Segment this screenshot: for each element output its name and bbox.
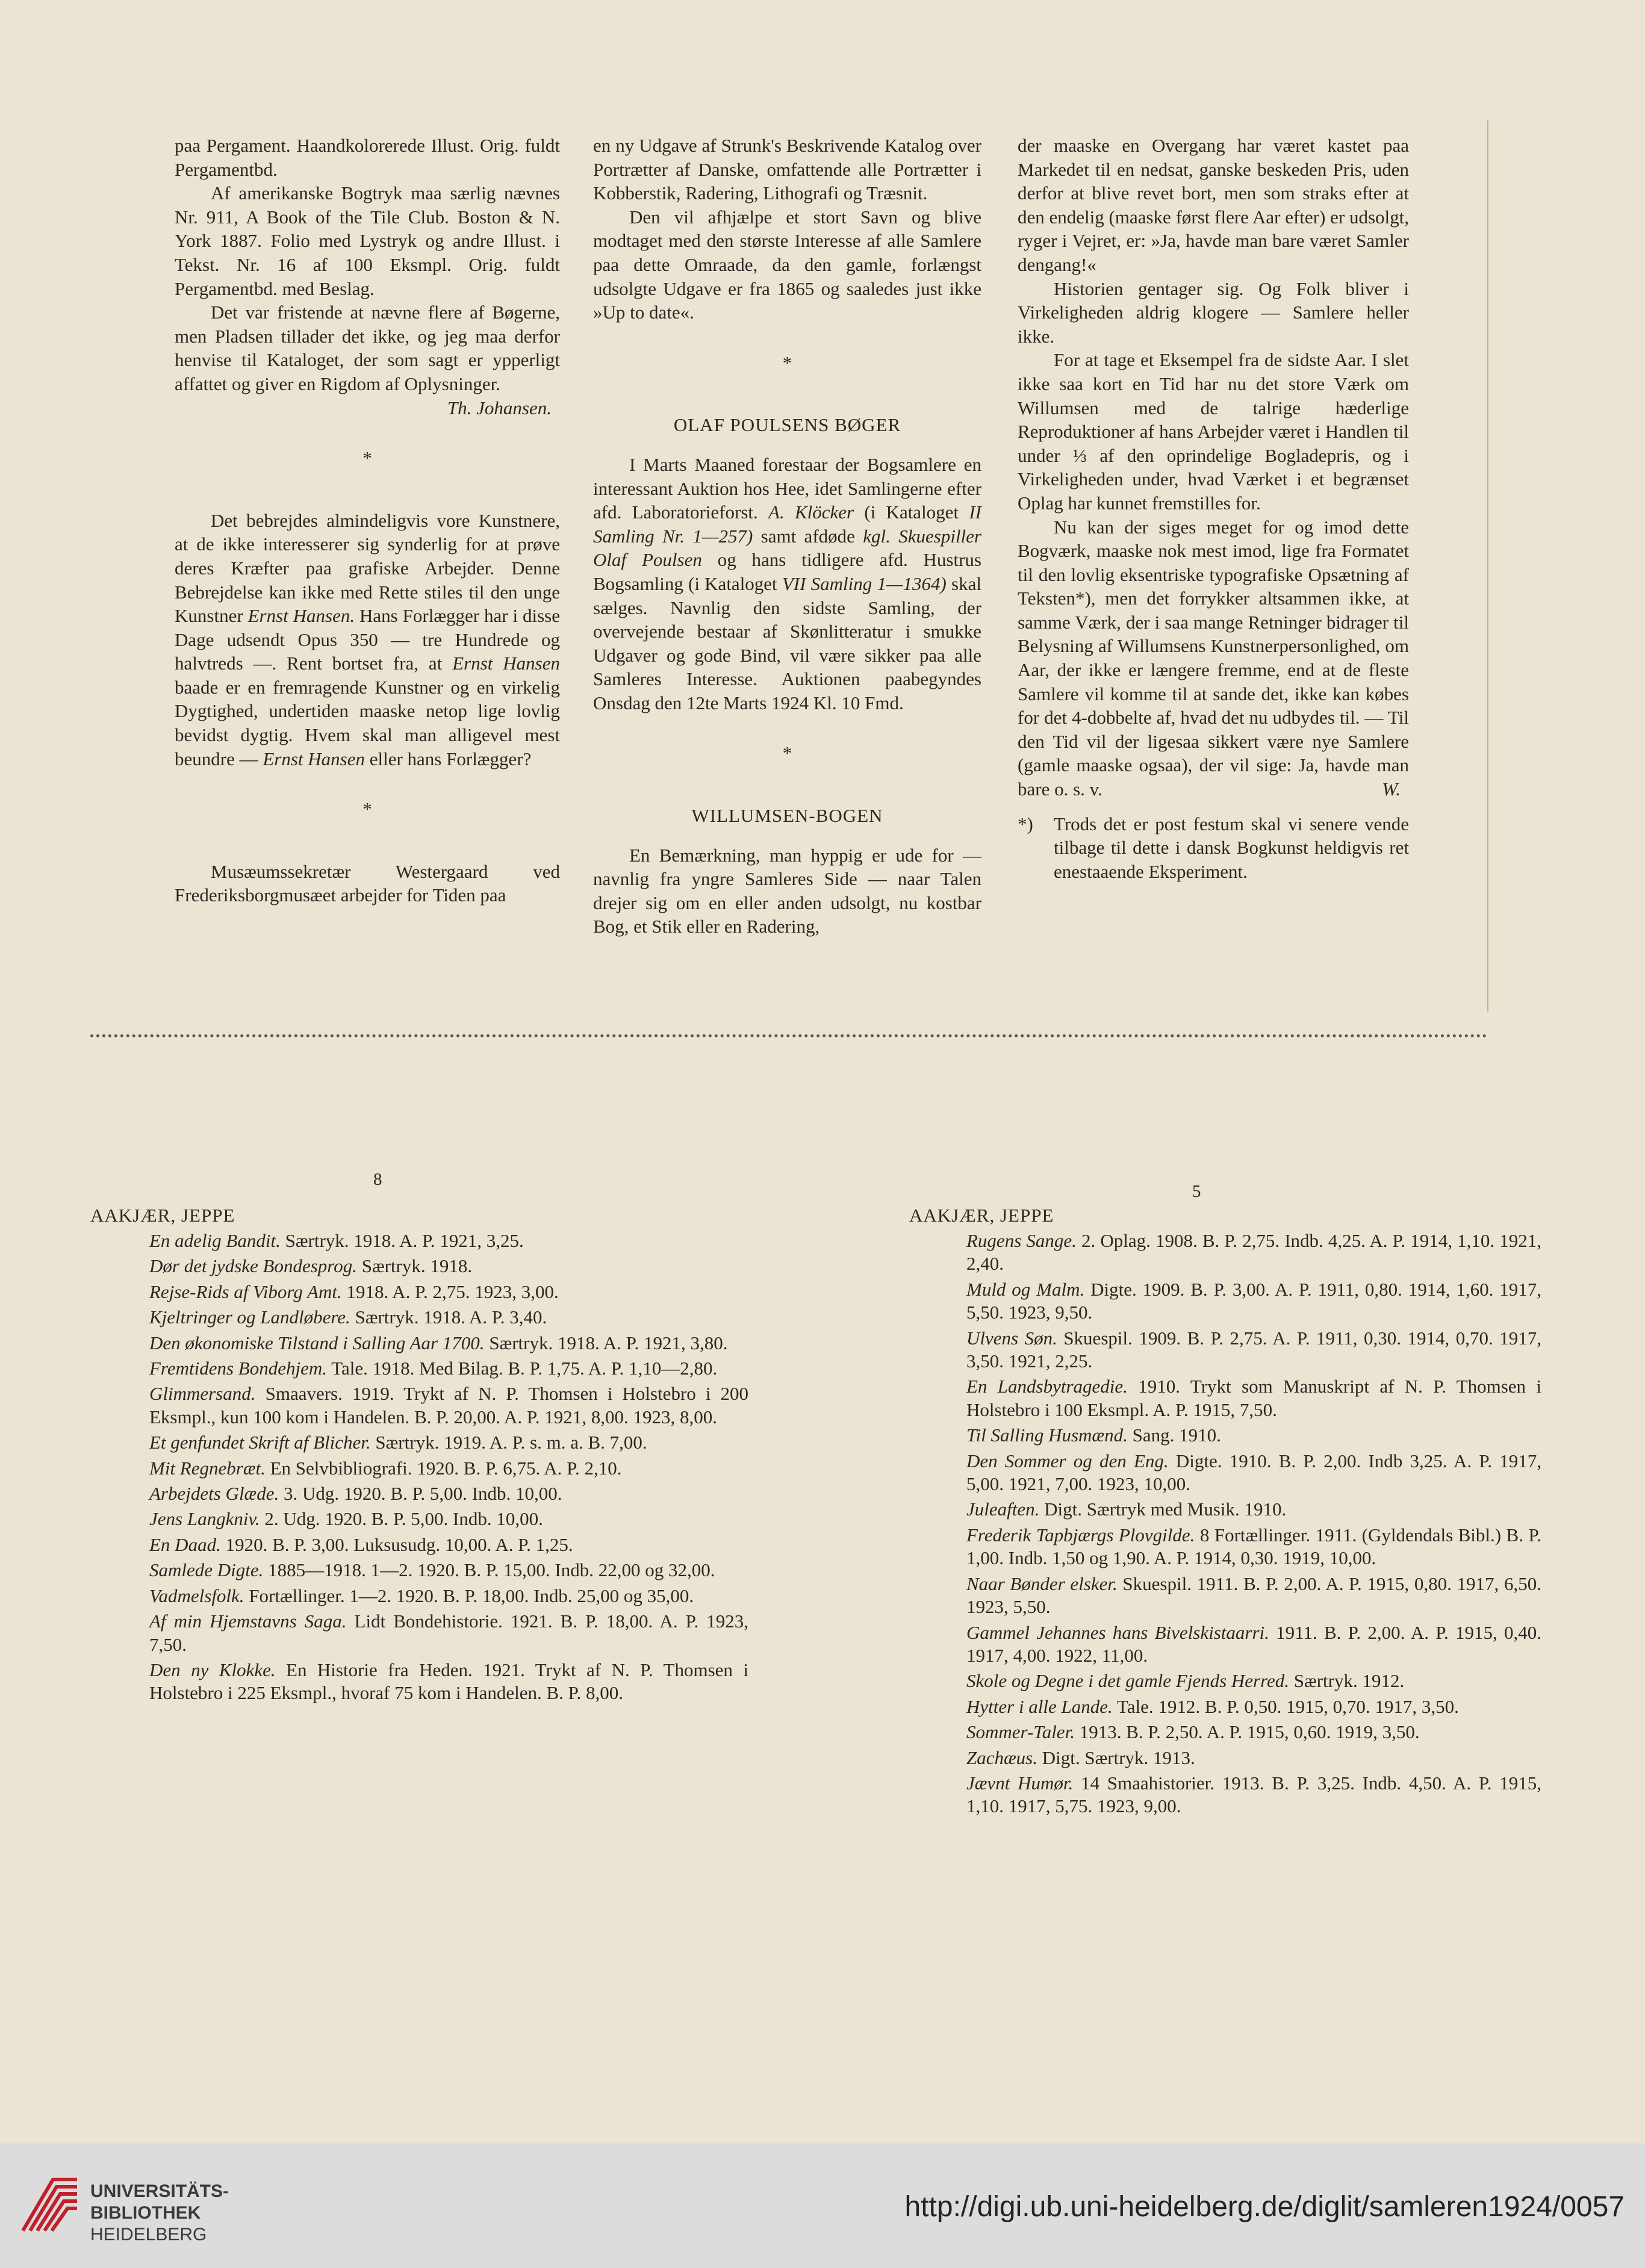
entry-details: Digte. 1909. B. P. 3,00. A. P. 1911, 0,80. 1914, 1,60. 1917, 5,50. 1923, 9,50. [966, 1278, 1541, 1323]
entry-details: Skuespil. 1909. B. P. 2,75. A. P. 1911, 0,30. 1914, 0,70. 1917, 3,50. 1921, 2,25. [966, 1327, 1541, 1372]
entry-details: Tale. 1918. Med Bilag. B. P. 1,75. A. P. 1,10—2,80. [327, 1358, 718, 1379]
entry-details: Tale. 1912. B. P. 0,50. 1915, 0,70. 1917, 3,50. [1112, 1695, 1459, 1717]
section-separator: * [362, 798, 372, 820]
entry-details: Digt. Særtryk. 1913. [1037, 1747, 1195, 1768]
entry-details: 3. Udg. 1920. B. P. 5,00. Indb. 10,00. [279, 1483, 562, 1505]
entry-details: 1918. A. P. 2,75. 1923, 3,00. [341, 1281, 559, 1302]
bibliography-entry [966, 1424, 1541, 1447]
entry-title: Rejse-Rids af Viborg Amt. [149, 1281, 342, 1302]
entry-details: Særtryk. 1918. [356, 1255, 473, 1277]
bibliography-entry [966, 1573, 1541, 1619]
entry-title: Dør det jydske Bondesprog. [149, 1255, 357, 1277]
section-heading: WILLUMSEN-BOGEN [691, 805, 883, 827]
entry-title: Frederik Tapbjærgs Plovgilde. [966, 1524, 1195, 1546]
entry-details: Lidt Bondehistorie. 1921. B. P. 18,00. A. P. 1923, 7,50. [149, 1611, 748, 1655]
entry-details: Særtryk. 1918. A. P. 3,40. [350, 1306, 547, 1328]
entry-title: Jævnt Humør. [966, 1772, 1074, 1794]
source-url[interactable]: http://digi.ub.uni-heidelberg.de/diglit/samleren1924/0057 [904, 2191, 1625, 2223]
entry-title: Muld og Malm. [966, 1278, 1085, 1300]
entry-title: Jens Langkniv. [149, 1508, 260, 1530]
entry-details: En Selvbibliografi. 1920. B. P. 6,75. A. P. 2,10. [265, 1457, 622, 1479]
entry-title: Hytter i alle Lande. [966, 1695, 1113, 1717]
entry-title: Et genfundet Skrift af Blicher. [149, 1432, 371, 1453]
library-logo-icon [17, 2173, 83, 2240]
entry-title: Skole og Degne i det gamle Fjends Herred. [966, 1670, 1290, 1692]
bibliography-entry [149, 1482, 748, 1505]
page-divider [90, 1034, 1487, 1037]
paragraph: For at tage et Eksempel fra de sidste Aar. I slet ikke saa kort en Tid har nu det store Værk om Willumsen med de talrige hæderlige Reproduktioner af hans Arbejder været i Handlen til under ⅓ af den oprindelige Bogladepris, og i Virkeligheden under, hvad Værket i et begrænset Oplag har kunnet fremstilles for. [1018, 349, 1409, 514]
paragraph: Af amerikanske Bogtryk maa særlig nævnes Nr. 911, A Book of the Tile Club. Boston & N. York 1887. Folio med Lystryk og andre Illust. i Tekst. Nr. 16 af 100 Eksmpl. Orig. fuldt Pergamentbd. med Beslag. [175, 182, 560, 299]
paragraph: der maaske en Overgang har været kastet paa Markedet til en nedsat, ganske beskeden Pris, uden derfor at blive revet bort, men som straks efter at den endelig (maaske først flere Aar efter) er udsolgt, ryger i Vejret, er: »Ja, havde man bare været Samler dengang!« [1018, 135, 1409, 275]
paragraph: Det var fristende at nævne flere af Bøgerne, men Pladsen tillader det ikke, og jeg maa derfor henvise til Kataloget, der som sagt er ypperligt affattet og giver en Rigdom af Oplysninger. [175, 302, 560, 394]
entry-title: Kjeltringer og Landløbere. [149, 1306, 350, 1328]
entry-list [966, 1229, 1541, 1821]
entry-title: En Daad. [149, 1533, 221, 1555]
text-column-right [1018, 134, 1409, 883]
bibliography-entry [966, 1450, 1541, 1496]
entry-title: Ulvens Søn. [966, 1327, 1057, 1349]
bibliography-entry [966, 1278, 1541, 1325]
entry-details: 1913. B. P. 2,50. A. P. 1915, 0,60. 1919, 3,50. [1074, 1721, 1420, 1743]
bibliography-entry [149, 1585, 748, 1608]
entry-title: Til Salling Husmænd. [966, 1424, 1128, 1446]
bibliography-entry [149, 1332, 748, 1355]
bibliography-entry [966, 1695, 1541, 1718]
author-heading: AAKJÆR, JEPPE [909, 1205, 1054, 1226]
bibliography-entry [149, 1255, 748, 1278]
entry-details: 2. Oplag. 1908. B. P. 2,75. Indb. 4,25. A. P. 1914, 1,10. 1921, 2,40. [966, 1230, 1541, 1275]
entry-details: 8 Fortællinger. 1911. (Gyldendals Bibl.) B. P. 1,00. Indb. 1,50 og 1,90. A. P. 1914, 0,30. 1919, 10,00. [966, 1524, 1541, 1569]
entry-details: Smaavers. 1919. Trykt af N. P. Thomsen i Holstebro i 200 Eksmpl., kun 100 kom i Handelen. B. P. 20,00. A. P. 1921, 8,00. 1923, 8,00. [149, 1383, 748, 1428]
bibliography-entry [966, 1229, 1541, 1276]
entry-details: 14 Smaahistorier. 1913. B. P. 3,25. Indb. 4,50. A. P. 1915, 1,10. 1917, 5,75. 1923, 9,00. [966, 1772, 1541, 1817]
paragraph: Musæumssekretær Westergaard ved Frederiksborgmusæet arbejder for Tiden paa [175, 860, 560, 906]
bibliography-entry [966, 1721, 1541, 1744]
page-number: 5 [1192, 1182, 1201, 1201]
bibliography-entry [966, 1524, 1541, 1570]
text-column-middle [593, 134, 981, 939]
entry-title: Vadmelsfolk. [149, 1585, 244, 1606]
entry-title: Samlede Digte. [149, 1559, 264, 1581]
entry-details: 2. Udg. 1920. B. P. 5,00. Indb. 10,00. [260, 1508, 543, 1530]
section-separator: * [782, 742, 792, 764]
bibliography-entry [149, 1357, 748, 1380]
entry-details: Digte. 1910. B. P. 2,00. Indb 3,25. A. P. 1917, 5,00. 1921, 7,00. 1923, 10,00. [966, 1450, 1541, 1495]
entry-title: En Landsbytragedie. [966, 1376, 1128, 1397]
bibliography-entry [149, 1659, 748, 1705]
entry-details: Særtryk. 1918. A. P. 1921, 3,80. [484, 1332, 728, 1353]
entry-details: Særtryk. 1918. A. P. 1921, 3,25. [280, 1230, 524, 1251]
bibliography-entry [966, 1498, 1541, 1521]
bibliography-entry [149, 1610, 748, 1656]
signature: W. [1382, 778, 1401, 800]
bibliography-entry [966, 1327, 1541, 1373]
entry-title: Mit Regnebræt. [149, 1457, 266, 1479]
page-number: 8 [373, 1170, 382, 1189]
bibliography-entry [149, 1533, 748, 1556]
text-column-left [175, 134, 560, 907]
entry-title: Af min Hjemstavns Saga. [149, 1611, 347, 1632]
bibliography-entry [149, 1457, 748, 1480]
entry-title: Den økonomiske Tilstand i Salling Aar 1700. [149, 1332, 485, 1353]
entry-details: En Historie fra Heden. 1921. Trykt af N. P. Thomsen i Holstebro i 225 Eksmpl., hvoraf 75 kom i Handelen. B. P. 8,00. [149, 1659, 748, 1704]
entry-details: Fortællinger. 1—2. 1920. B. P. 18,00. Indb. 25,00 og 35,00. [244, 1585, 694, 1606]
paragraph: Det bebrejdes almindeligvis vore Kunstnere, at de ikke interesserer sig synderlig for at prøve deres Kræfter paa grafiske Arbejder. Denne Bebrejdelse kan ikke med Rette stiles til den unge Kunstner Ernst Hansen. Hans Forlægger har i disse Dage udsendt Opus 350 — tre Hundrede og halvtreds —. Rent bortset fra, at Ernst Hansen baade er en fremragende Kunstner og en virkelig Dygtighed, undertiden maaske netop lige lovlig bevidst dygtig. Hvem skal man alligevel mest beundre — Ernst Hansen eller hans Forlægger? [175, 509, 560, 769]
bibliography-entry [966, 1621, 1541, 1668]
entry-title: Sommer-Taler. [966, 1721, 1075, 1743]
entry-list [149, 1229, 748, 1707]
column-rule [1487, 120, 1488, 1011]
paragraph: Historien gentager sig. Og Folk bliver i Virkeligheden aldrig klogere — Samlere heller ikke. [1018, 278, 1409, 347]
entry-title: Gammel Jehannes hans Bivelskistaarri. [966, 1621, 1269, 1643]
paragraph: I Marts Maaned forestaar der Bogsamlere en interessant Auktion hos Hee, idet Samlingerne efter afd. Laboratorieforst. A. Klöcker (i Kataloget II Samling Nr. 1—257) samt afdøde kgl. Skuespiller Olaf Poulsen og hans tidligere afd. Hustrus Bogsamling (i Kataloget VII Samling 1—1364) skal sælges. Navnlig den sidste Samling, der overvejende bestaar af Skønlitteratur i smukke Udgaver og gode Bind, vil være sikker paa alle Samleres Interesse. Auktionen paabegyndes Onsdag den 12te Marts 1924 Kl. 10 Fmd. [593, 453, 981, 713]
entry-title: Juleaften. [966, 1499, 1040, 1520]
entry-details: 1885—1918. 1—2. 1920. B. P. 15,00. Indb. 22,00 og 32,00. [263, 1559, 715, 1581]
section-separator: * [782, 352, 792, 373]
footer-bar [0, 2143, 1645, 2268]
entry-details: Skuespil. 1911. B. P. 2,00. A. P. 1915, 0,80. 1917, 6,50. 1923, 5,50. [966, 1573, 1541, 1618]
entry-title: Naar Bønder elsker. [966, 1573, 1118, 1594]
bibliography-entry [149, 1306, 748, 1329]
entry-title: Rugens Sange. [966, 1230, 1077, 1251]
bibliography-entry [966, 1375, 1541, 1421]
bibliography-entry [966, 1772, 1541, 1818]
bibliography-entry [149, 1559, 748, 1582]
entry-details: Sang. 1910. [1127, 1424, 1221, 1446]
entry-title: Fremtidens Bondehjem. [149, 1358, 327, 1379]
entry-title: Arbejdets Glæde. [149, 1483, 279, 1505]
author-heading: AAKJÆR, JEPPE [90, 1205, 235, 1226]
library-logo-text: UNIVERSITÄTS- BIBLIOTHEK HEIDELBERG [90, 2181, 229, 2245]
section-heading: OLAF POULSENS BØGER [673, 414, 901, 436]
entry-title: Den ny Klokke. [149, 1659, 276, 1680]
bibliography-entry [966, 1747, 1541, 1769]
bibliography-entry [149, 1382, 748, 1429]
entry-details: Digt. Særtryk med Musik. 1910. [1039, 1499, 1287, 1520]
paragraph: En Bemærkning, man hyppig er ude for — navnlig fra yngre Samleres Side — naar Talen drejer sig om en eller anden udsolgt, nu kostbar Bog, et Stik eller en Radering, [593, 844, 981, 937]
entry-details: 1911. B. P. 2,00. A. P. 1915, 0,40. 1917, 4,00. 1922, 11,00. [966, 1621, 1542, 1666]
footnote: *) Trods det er post festum skal vi senere vende tilbage til dette i dansk Bogkunst heldigvis ret enestaaende Eksperiment. [1018, 813, 1409, 882]
entry-details: 1920. B. P. 3,00. Luksusudg. 10,00. A. P. 1,25. [220, 1533, 573, 1555]
entry-title: Zachæus. [966, 1747, 1037, 1768]
bibliography-entry [149, 1431, 748, 1454]
section-separator: * [362, 447, 372, 469]
entry-title: Den Sommer og den Eng. [966, 1450, 1169, 1471]
entry-title: En adelig Bandit. [149, 1230, 281, 1251]
bibliography-entry [966, 1670, 1541, 1692]
paragraph: en ny Udgave af Strunk's Beskrivende Katalog over Portrætter af Danske, omfattende alle Portrætter i Kobberstik, Radering, Lithografi og Træsnit. [593, 135, 981, 204]
bibliography-entry [149, 1281, 748, 1303]
entry-title: Glimmersand. [149, 1383, 256, 1405]
paragraph: Nu kan der siges meget for og imod dette Bogværk, maaske nok mest imod, lige fra Formatet til den lovlig eksentriske typografiske Opsætning af Teksten*), men det forrykker altsammen ikke, at samme Værk, der i saa mange Retninger bidrager til Belysning af Willumsens Kunstnerpersonlighed, om Aar, der ikke er længere fremme, end at de fleste Samlere vil komme til at sande det, ikke kan købes for det 4-dobbelte af, hvad det nu udbydes til. — Til den Tid vil der ligesaa sikkert være nye Samlere (gamle maaske ogsaa), der vil sige: Ja, havde man bare o. s. v. W. [1018, 515, 1409, 801]
entry-details: Særtryk. 1919. A. P. s. m. a. B. 7,00. [370, 1432, 647, 1453]
bibliography-entry [149, 1229, 748, 1252]
entry-details: Særtryk. 1912. [1289, 1670, 1405, 1692]
entry-details: 1910. Trykt som Manuskript af N. P. Thomsen i Holstebro i 100 Eksmpl. A. P. 1915, 7,50. [966, 1376, 1541, 1420]
paragraph: Den vil afhjælpe et stort Savn og blive modtaget med den største Interesse af alle Samlere paa dette Omraade, da den gamle, forlængst udsolgte Udgave er fra 1865 og saaledes just ikke »Up to date«. [593, 206, 981, 323]
paragraph: paa Pergament. Haandkolorerede Illust. Orig. fuldt Pergamentbd. [175, 135, 560, 180]
bibliography-entry [149, 1508, 748, 1530]
signature: Th. Johansen. [447, 397, 552, 418]
